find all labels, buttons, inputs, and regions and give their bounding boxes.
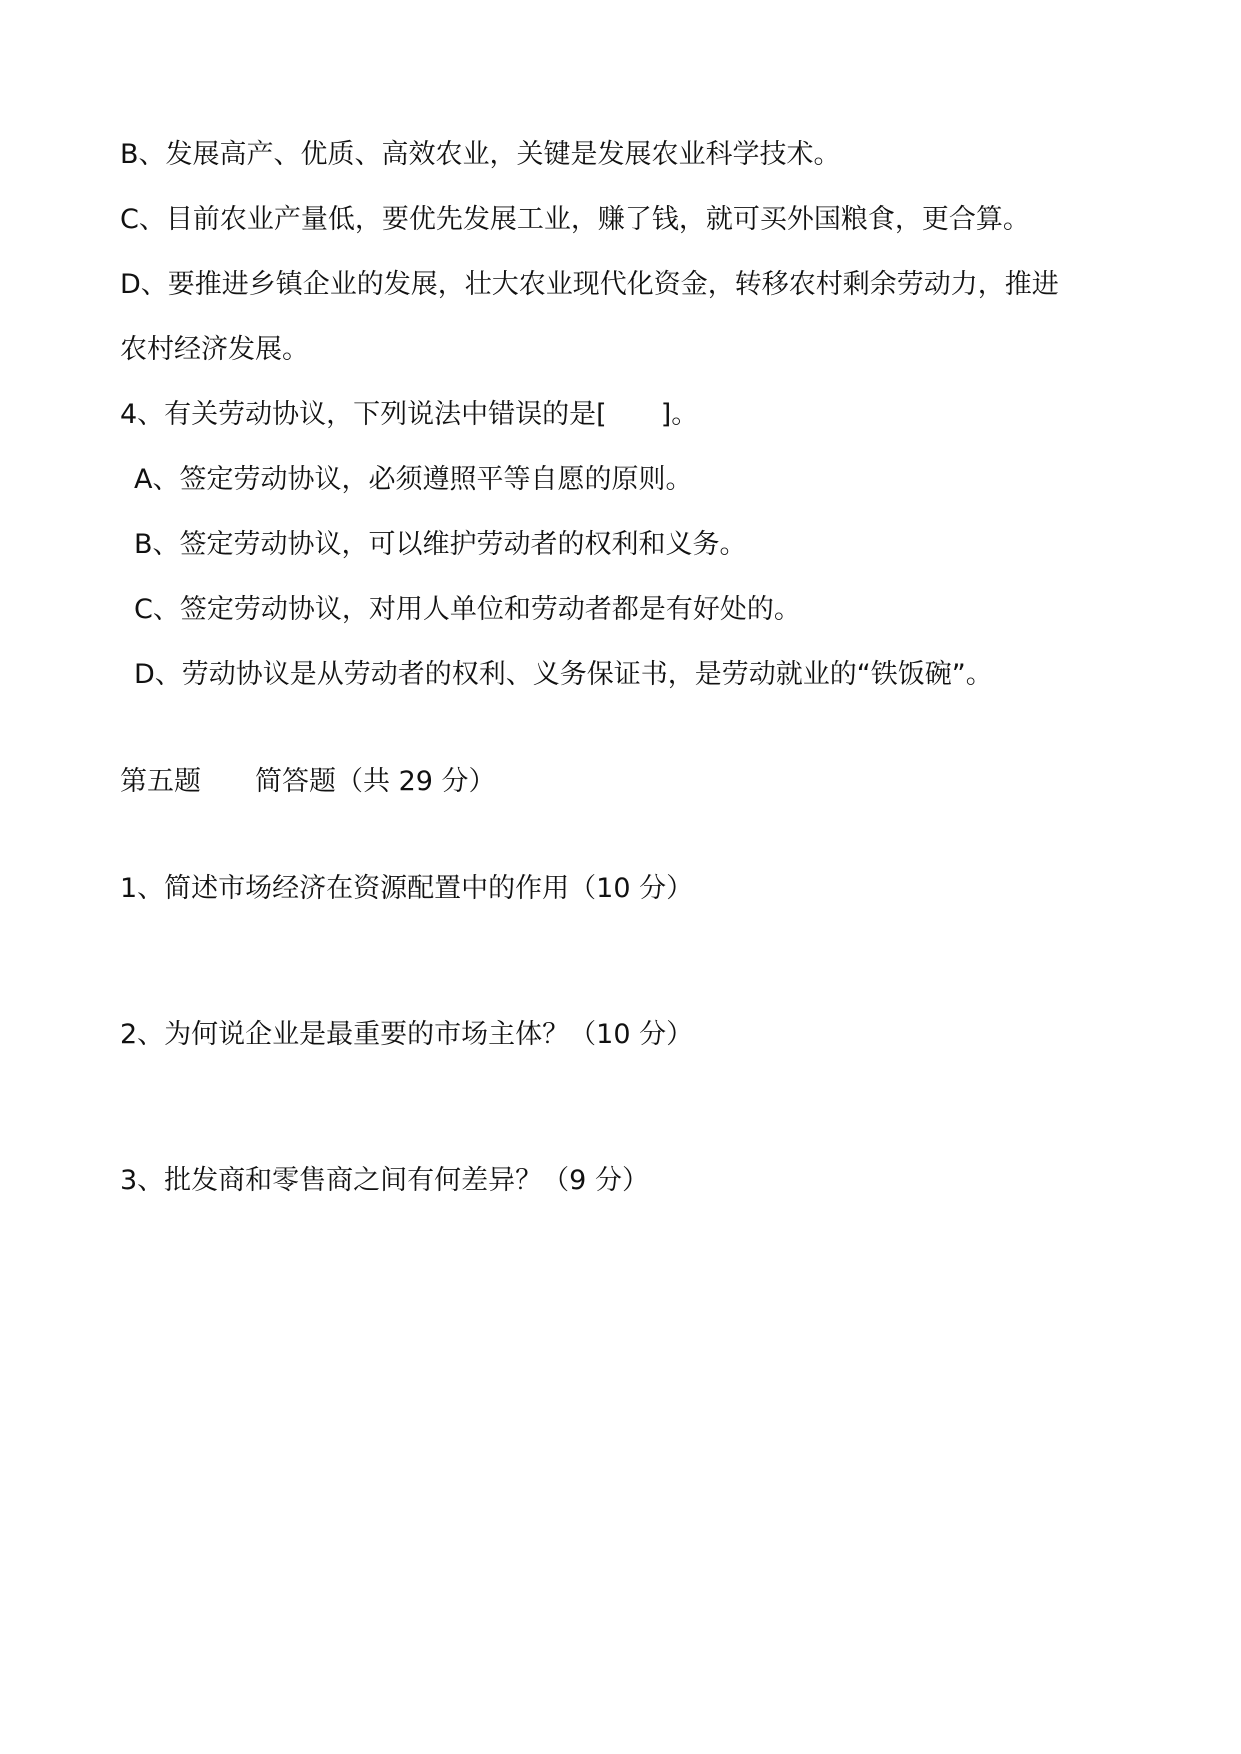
short-answer-3: 3、批发商和零售商之间有何差异？（9 分） (120, 1165, 649, 1196)
option-4d: D、劳动协议是从劳动者的权利、义务保证书，是劳动就业的“铁饭碗”。 (134, 659, 993, 690)
short-answer-2: 2、为何说企业是最重要的市场主体？（10 分） (120, 1019, 694, 1050)
option-3b: B、发展高产、优质、高效农业，关键是发展农业科学技术。 (120, 139, 841, 170)
option-4b: B、签定劳动协议，可以维护劳动者的权利和义务。 (134, 529, 747, 560)
section-5-heading: 第五题 简答题（共 29 分） (120, 766, 496, 797)
option-3c: C、目前农业产量低，要优先发展工业，赚了钱，就可买外国粮食，更合算。 (120, 204, 1030, 235)
option-4a: A、签定劳动协议，必须遵照平等自愿的原则。 (134, 464, 693, 495)
option-3d-line1: D、要推进乡镇企业的发展，壮大农业现代化资金，转移农村剩余劳动力，推进 (120, 269, 1059, 300)
short-answer-1: 1、简述市场经济在资源配置中的作用（10 分） (120, 873, 694, 904)
question-4-stem: 4、有关劳动协议，下列说法中错误的是[ ]。 (120, 399, 699, 430)
option-3d-line2: 农村经济发展。 (120, 334, 309, 365)
option-4c: C、签定劳动协议，对用人单位和劳动者都是有好处的。 (134, 594, 801, 625)
